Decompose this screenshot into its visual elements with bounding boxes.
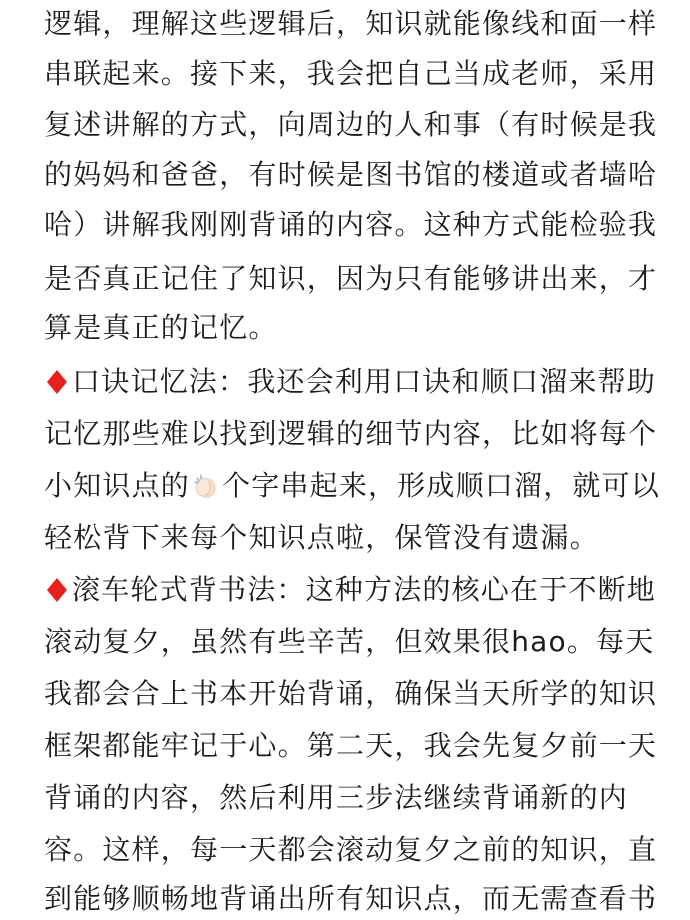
- section-text: 滚车轮式背书法：这种方法的核心在于不断地: [72, 573, 657, 606]
- text-line: 复述讲解的方式，向周边的人和事（有时候是我: [44, 108, 658, 141]
- section-heading-line: [44, 356, 656, 408]
- text-line: 记忆那些难以找到逻辑的细节内容，比如将每个: [44, 417, 658, 450]
- text-line: 背诵的内容，然后利用三步法继续背诵新的内: [44, 781, 629, 814]
- clapping-hands-emoji-icon: [192, 465, 220, 493]
- text-line: 容。这样，每一天都会滚动复夕之前的知识，直: [44, 833, 658, 866]
- text-line: 串联起来。接下来，我会把自己当成老师，采用: [44, 57, 658, 90]
- section-heading-line: [44, 564, 656, 616]
- section-text: 口诀记忆法：我还会利用口诀和顺口溜来帮助: [72, 365, 657, 398]
- text-line: [44, 460, 660, 512]
- text-line: 我都会合上书本开始背诵，确保当天所学的知识: [44, 677, 658, 710]
- text-line: 算是真正的记忆。: [44, 311, 278, 344]
- text-line: 轻松背下来每个知识点啦，保管没有遗漏。: [44, 521, 599, 554]
- text-segment: 小知识点的: [44, 469, 191, 502]
- text-line: 框架都能牢记于心。第二天，我会先复夕前一天: [44, 729, 658, 762]
- red-diamond-icon: [44, 360, 70, 386]
- text-line: 滚动复夕，虽然有些辛苦，但效果很hao。每天: [44, 625, 655, 658]
- text-line: 逻辑，理解这些逻辑后，知识就能像线和面一样: [44, 7, 658, 40]
- text-line: 的妈妈和爸爸，有时候是图书馆的楼道或者墙哈: [44, 158, 658, 191]
- red-diamond-icon: [44, 568, 70, 594]
- text-line: 到能够顺畅地背诵出所有知识点，而无需查看书: [44, 882, 658, 915]
- text-line: 是否真正记住了知识，因为只有能够讲出来，才: [44, 262, 658, 295]
- text-segment: 个字串起来，形成顺口溜，就可以: [222, 469, 661, 502]
- text-line: 哈）讲解我刚刚背诵的内容。这种方式能检验我: [44, 208, 658, 241]
